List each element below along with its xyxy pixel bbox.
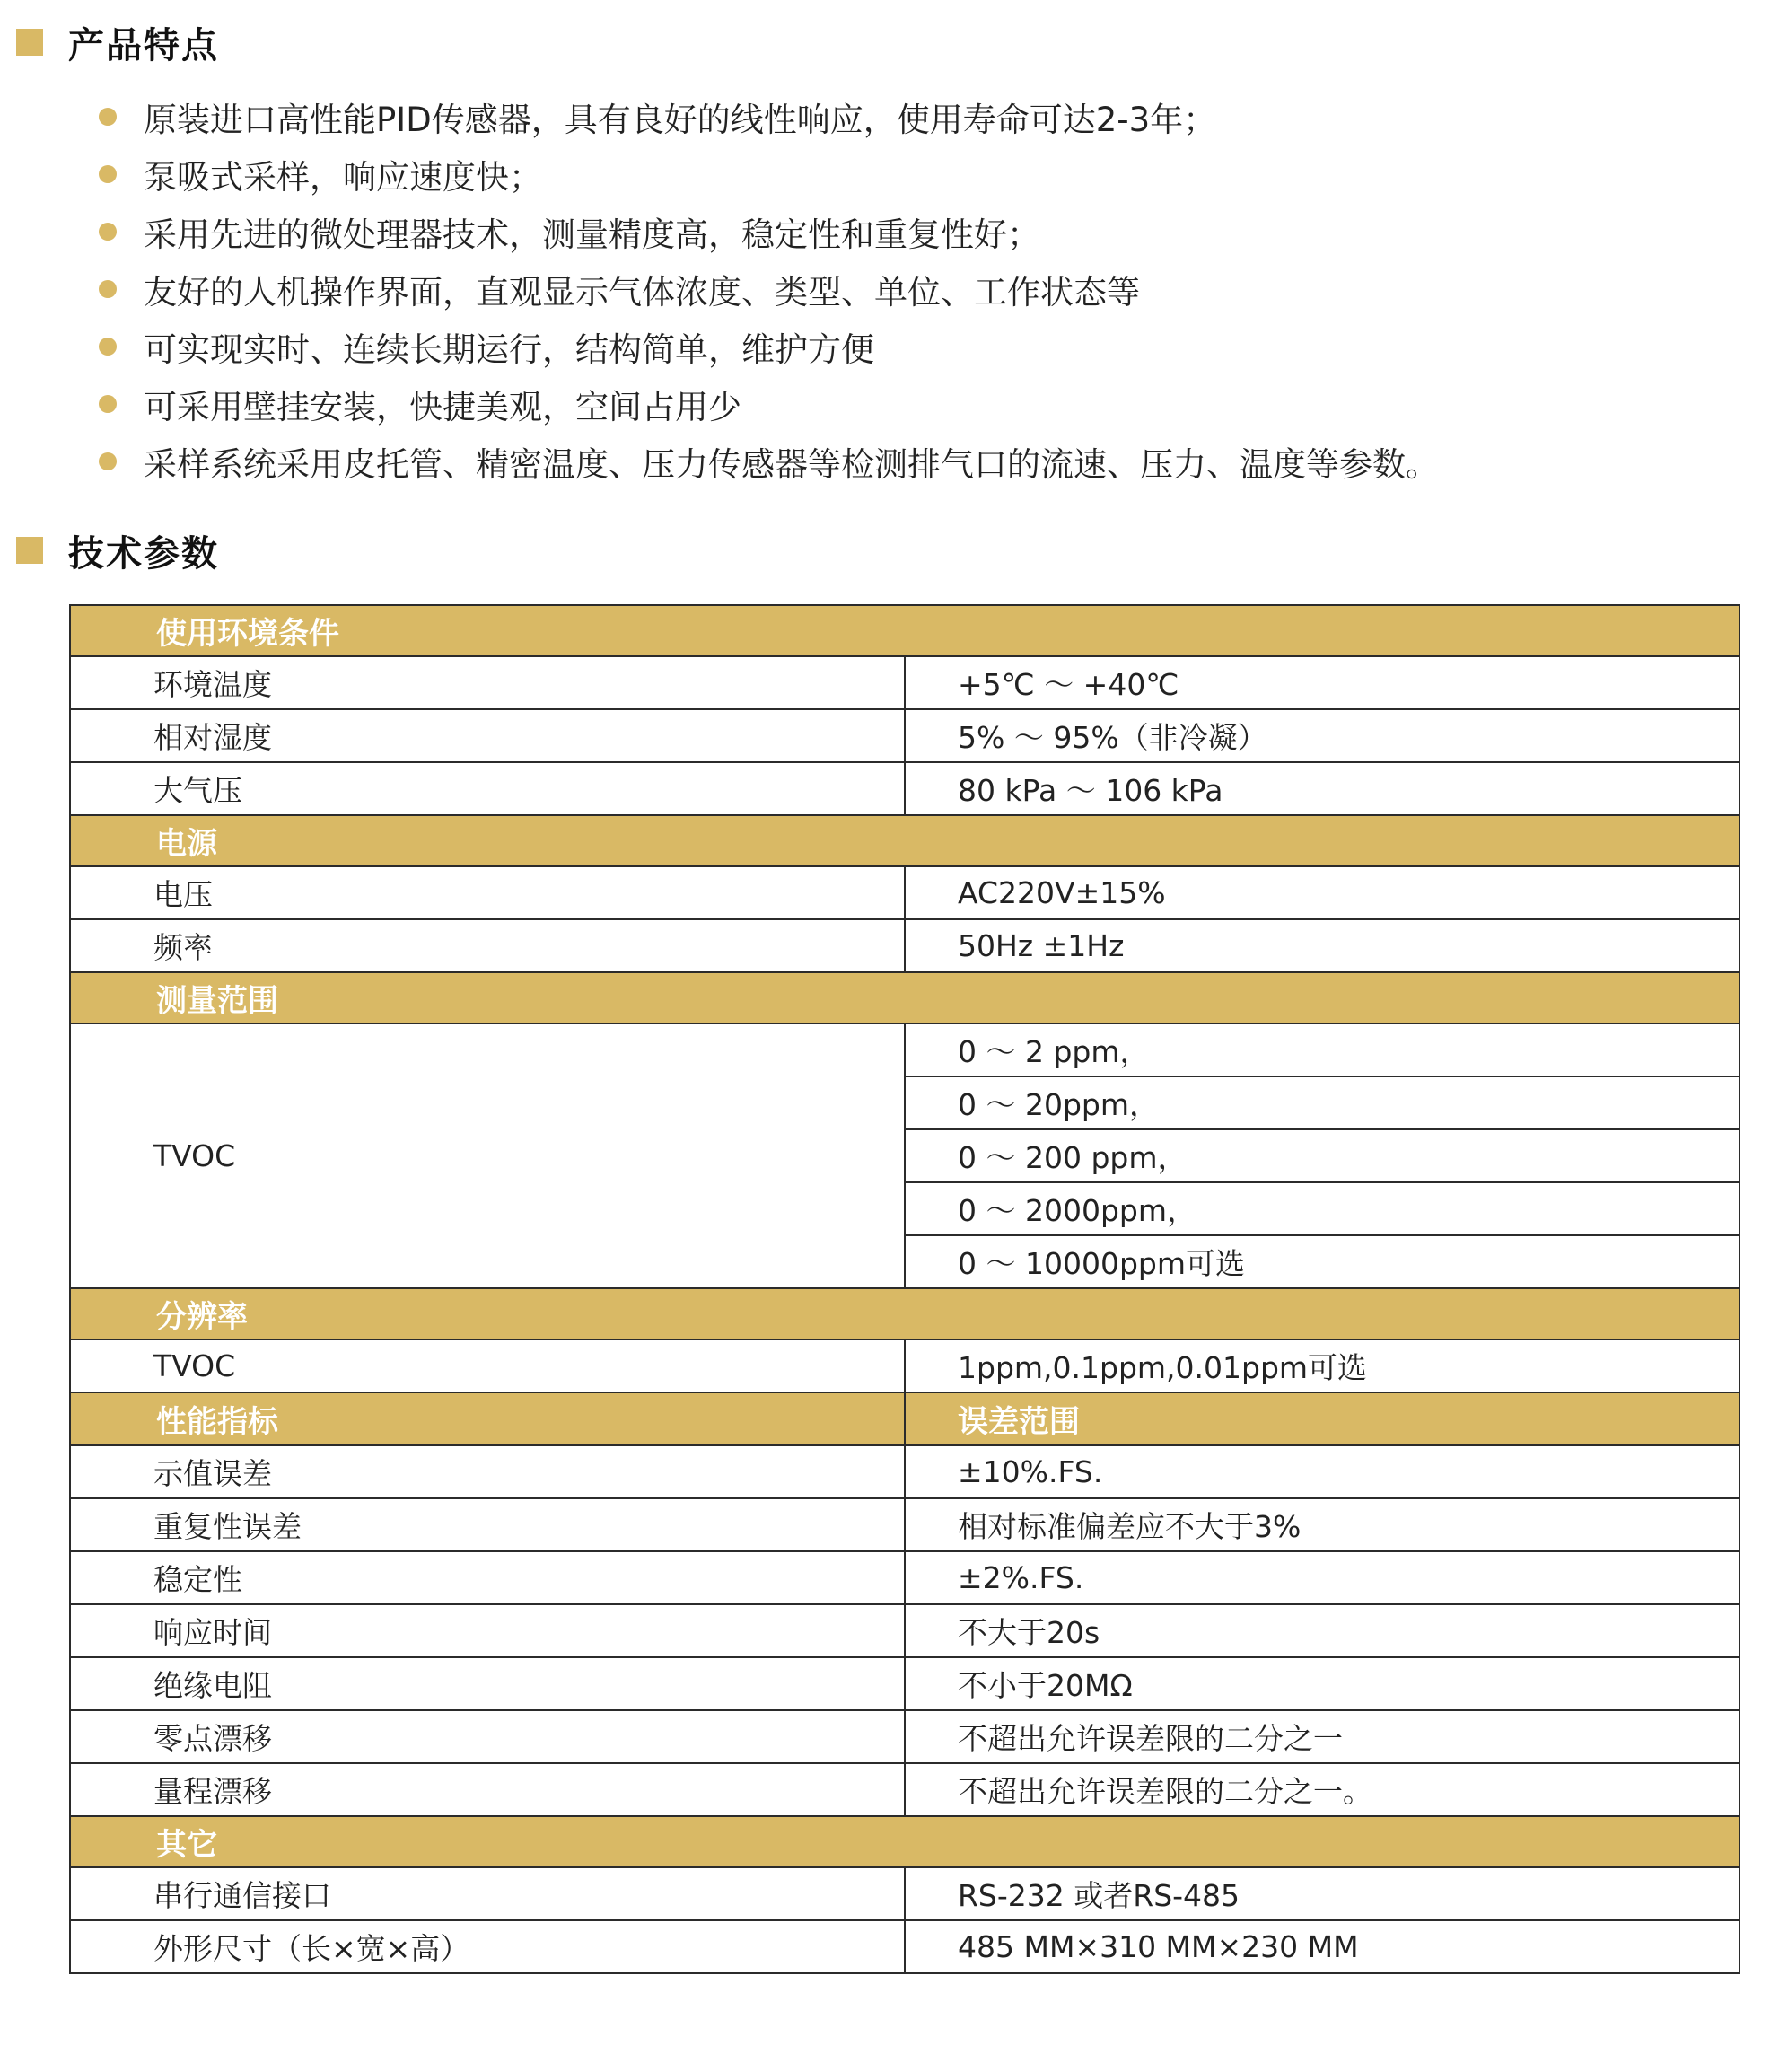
table-row: [70, 1498, 1740, 1551]
param-value: ±2%.FS.: [905, 1551, 1740, 1604]
dot-bullet-icon: [99, 165, 117, 183]
table-row: [70, 762, 1740, 815]
square-bullet-icon: [16, 29, 43, 56]
features-section-title: [16, 20, 219, 65]
param-value: 485 MM×310 MM×230 MM: [905, 1920, 1740, 1973]
table-row: [70, 1604, 1740, 1657]
dot-bullet-icon: [99, 108, 117, 126]
group-title: 性能指标: [70, 1392, 905, 1445]
param-value: 不超出允许误差限的二分之一。: [905, 1763, 1740, 1816]
group-header-env: [70, 605, 1740, 656]
group-header-performance: [70, 1392, 1740, 1445]
param-value: 0 ～ 2000ppm，: [905, 1182, 1740, 1235]
param-name: 大气压: [70, 762, 905, 815]
param-value: 0 ～ 2 ppm，: [905, 1023, 1740, 1076]
param-value: 0 ～ 200 ppm，: [905, 1129, 1740, 1182]
list-item: 可实现实时、连续长期运行，结构简单，维护方便: [99, 318, 1439, 375]
param-value: 相对标准偏差应不大于3%: [905, 1498, 1740, 1551]
param-name: 示值误差: [70, 1445, 905, 1498]
param-name: TVOC: [70, 1023, 905, 1288]
param-value: 不大于20s: [905, 1604, 1740, 1657]
group-title-right: 误差范围: [905, 1392, 1740, 1445]
table-row: [70, 709, 1740, 762]
dot-bullet-icon: [99, 223, 117, 241]
list-item: 采样系统采用皮托管、精密温度、压力传感器等检测排气口的流速、压力、温度等参数。: [99, 433, 1439, 490]
param-name: 串行通信接口: [70, 1867, 905, 1920]
table-row: [70, 1867, 1740, 1920]
param-name: 相对湿度: [70, 709, 905, 762]
param-name: 稳定性: [70, 1551, 905, 1604]
list-item: 采用先进的微处理器技术，测量精度高，稳定性和重复性好；: [99, 203, 1439, 260]
table-row: [70, 1710, 1740, 1763]
table-row: [70, 1339, 1740, 1392]
group-header-other: [70, 1816, 1740, 1867]
dot-bullet-icon: [99, 395, 117, 413]
param-value: 不超出允许误差限的二分之一: [905, 1710, 1740, 1763]
param-name: 零点漂移: [70, 1710, 905, 1763]
param-name: 电压: [70, 866, 905, 919]
list-item: 泵吸式采样，响应速度快；: [99, 145, 1439, 203]
param-value: AC220V±15%: [905, 866, 1740, 919]
features-title-text: 产品特点: [68, 24, 219, 66]
dot-bullet-icon: [99, 452, 117, 470]
table-row: [70, 1023, 1740, 1076]
param-name: 外形尺寸（长×宽×高）: [70, 1920, 905, 1973]
group-title: 电源: [70, 815, 1740, 866]
param-value: 0 ～ 10000ppm可选: [905, 1235, 1740, 1288]
group-header-power: [70, 815, 1740, 866]
table-row: [70, 866, 1740, 919]
param-value: ±10%.FS.: [905, 1445, 1740, 1498]
param-name: 频率: [70, 919, 905, 972]
param-value: 50Hz ±1Hz: [905, 919, 1740, 972]
features-list: [99, 88, 1439, 490]
group-title: 其它: [70, 1816, 1740, 1867]
table-row: [70, 1445, 1740, 1498]
table-row: [70, 919, 1740, 972]
group-title: 测量范围: [70, 972, 1740, 1023]
table-row: [70, 1763, 1740, 1816]
param-name: 量程漂移: [70, 1763, 905, 1816]
param-value: 0 ～ 20ppm，: [905, 1076, 1740, 1129]
table-row: [70, 656, 1740, 709]
param-name: 绝缘电阻: [70, 1657, 905, 1710]
square-bullet-icon: [16, 537, 43, 564]
param-value: 不小于20MΩ: [905, 1657, 1740, 1710]
param-name: 环境温度: [70, 656, 905, 709]
table-row: [70, 1920, 1740, 1973]
param-name: TVOC: [70, 1339, 905, 1392]
group-header-range: [70, 972, 1740, 1023]
list-item: 原装进口高性能PID传感器，具有良好的线性响应，使用寿命可达2-3年；: [99, 88, 1439, 145]
param-name: 重复性误差: [70, 1498, 905, 1551]
param-value: RS-232 或者RS-485: [905, 1867, 1740, 1920]
table-row: [70, 1551, 1740, 1604]
table-row: [70, 1657, 1740, 1710]
param-value: 5% ～ 95%（非冷凝）: [905, 709, 1740, 762]
specs-section-title: [16, 528, 219, 573]
specs-title-text: 技术参数: [68, 532, 219, 575]
dot-bullet-icon: [99, 338, 117, 356]
param-value: 80 kPa ～ 106 kPa: [905, 762, 1740, 815]
list-item: 可采用壁挂安装，快捷美观，空间占用少: [99, 375, 1439, 433]
param-name: 响应时间: [70, 1604, 905, 1657]
param-value: 1ppm,0.1ppm,0.01ppm可选: [905, 1339, 1740, 1392]
dot-bullet-icon: [99, 280, 117, 298]
group-title: 分辨率: [70, 1288, 1740, 1339]
list-item: 友好的人机操作界面，直观显示气体浓度、类型、单位、工作状态等: [99, 260, 1439, 318]
group-header-resolution: [70, 1288, 1740, 1339]
spec-table: [69, 604, 1740, 1974]
group-title: 使用环境条件: [70, 605, 1740, 656]
param-value: +5℃ ～ +40℃: [905, 656, 1740, 709]
